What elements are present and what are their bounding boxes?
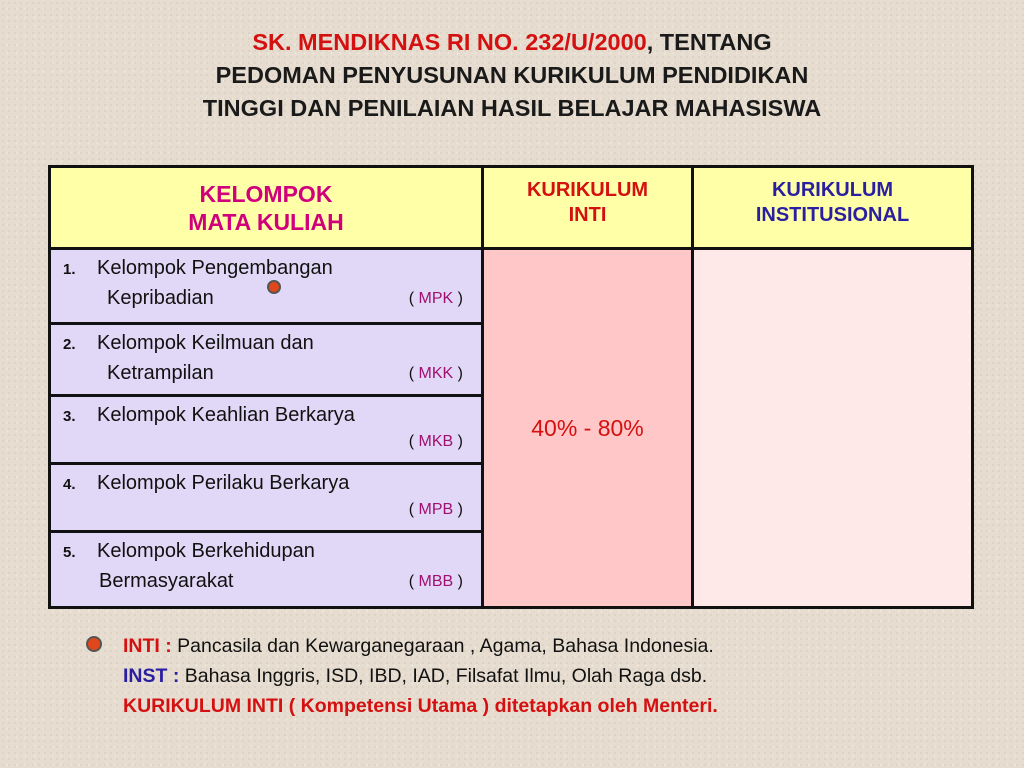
row-abbr: MKB bbox=[418, 433, 454, 450]
row-code: ( MPK ) bbox=[408, 290, 463, 307]
header-kelompok-line1: KELOMPOK bbox=[199, 180, 333, 207]
row-code: ( MKB ) bbox=[408, 433, 463, 450]
note-inti-text: Pancasila dan Kewarganegaraan , Agama, Bahasa Indonesia. bbox=[171, 635, 714, 657]
note-inti bbox=[123, 631, 718, 661]
title-decree-number: SK. MENDIKNAS RI NO. 232/U/2000 bbox=[252, 29, 647, 55]
table-row bbox=[51, 250, 481, 322]
note-inti-label: INTI : bbox=[123, 635, 172, 657]
marker-dot-icon bbox=[267, 280, 281, 294]
inti-percentage: 40% - 80% bbox=[531, 414, 644, 441]
title-line-1 bbox=[60, 26, 964, 59]
table-row bbox=[51, 397, 481, 462]
row-title: Kelompok Keilmuan dan bbox=[97, 332, 314, 354]
row-title: Kelompok Perilaku Berkarya bbox=[97, 472, 350, 494]
header-kelompok bbox=[51, 168, 481, 247]
title-line-2: PEDOMAN PENYUSUNAN KURIKULUM PENDIDIKAN bbox=[215, 62, 809, 88]
row-abbr: MPB bbox=[418, 501, 454, 518]
header-inst-line2: INSTITUSIONAL bbox=[755, 204, 910, 226]
row-subtitle: Kepribadian bbox=[107, 287, 214, 309]
note-inst-text: Bahasa Inggris, ISD, IBD, IAD, Filsafat Ilmu, Olah Raga dsb. bbox=[179, 665, 708, 687]
row-code: ( MPB ) bbox=[408, 501, 463, 518]
row-title: Kelompok Keahlian Berkarya bbox=[97, 404, 355, 426]
header-kurikulum-inti bbox=[484, 168, 691, 247]
row-title: Kelompok Berkehidupan bbox=[97, 540, 315, 562]
row-number: 1. bbox=[63, 261, 76, 278]
row-subtitle: Ketrampilan bbox=[107, 362, 214, 384]
row-abbr: MPK bbox=[418, 290, 454, 307]
header-inst-line1: KURIKULUM bbox=[771, 179, 894, 201]
table-row bbox=[51, 533, 481, 606]
note-inst-label: INST : bbox=[123, 665, 180, 687]
table-row bbox=[51, 465, 481, 530]
header-inti-line1: KURIKULUM bbox=[526, 179, 649, 201]
row-number: 5. bbox=[63, 544, 76, 561]
title-line-3: TINGGI DAN PENILAIAN HASIL BELAJAR MAHASISWA bbox=[202, 95, 822, 121]
note-final: KURIKULUM INTI ( Kompetensi Utama ) ditetapkan oleh Menteri. bbox=[123, 695, 718, 717]
row-abbr: MBB bbox=[418, 573, 454, 590]
row-subtitle: Bermasyarakat bbox=[99, 570, 234, 592]
row-number: 3. bbox=[63, 408, 76, 425]
marker-dot-icon bbox=[86, 636, 102, 652]
row-number: 4. bbox=[63, 476, 76, 493]
row-title: Kelompok Pengembangan bbox=[97, 257, 333, 279]
header-kelompok-line2: MATA KULIAH bbox=[188, 208, 344, 235]
row-number: 2. bbox=[63, 336, 76, 353]
table-row bbox=[51, 325, 481, 394]
slide-title bbox=[60, 26, 964, 125]
row-code: ( MBB ) bbox=[408, 573, 463, 590]
curriculum-table bbox=[48, 165, 974, 609]
title-about: , TENTANG bbox=[646, 29, 772, 55]
row-code: ( MKK ) bbox=[408, 365, 463, 382]
kurikulum-institusional-cell bbox=[694, 250, 971, 606]
note-inst bbox=[123, 661, 718, 691]
row-abbr: MKK bbox=[418, 365, 454, 382]
notes bbox=[123, 631, 718, 721]
header-inti-line2: INTI bbox=[568, 204, 607, 226]
header-kurikulum-institusional bbox=[694, 168, 971, 247]
kurikulum-inti-cell bbox=[484, 250, 691, 606]
